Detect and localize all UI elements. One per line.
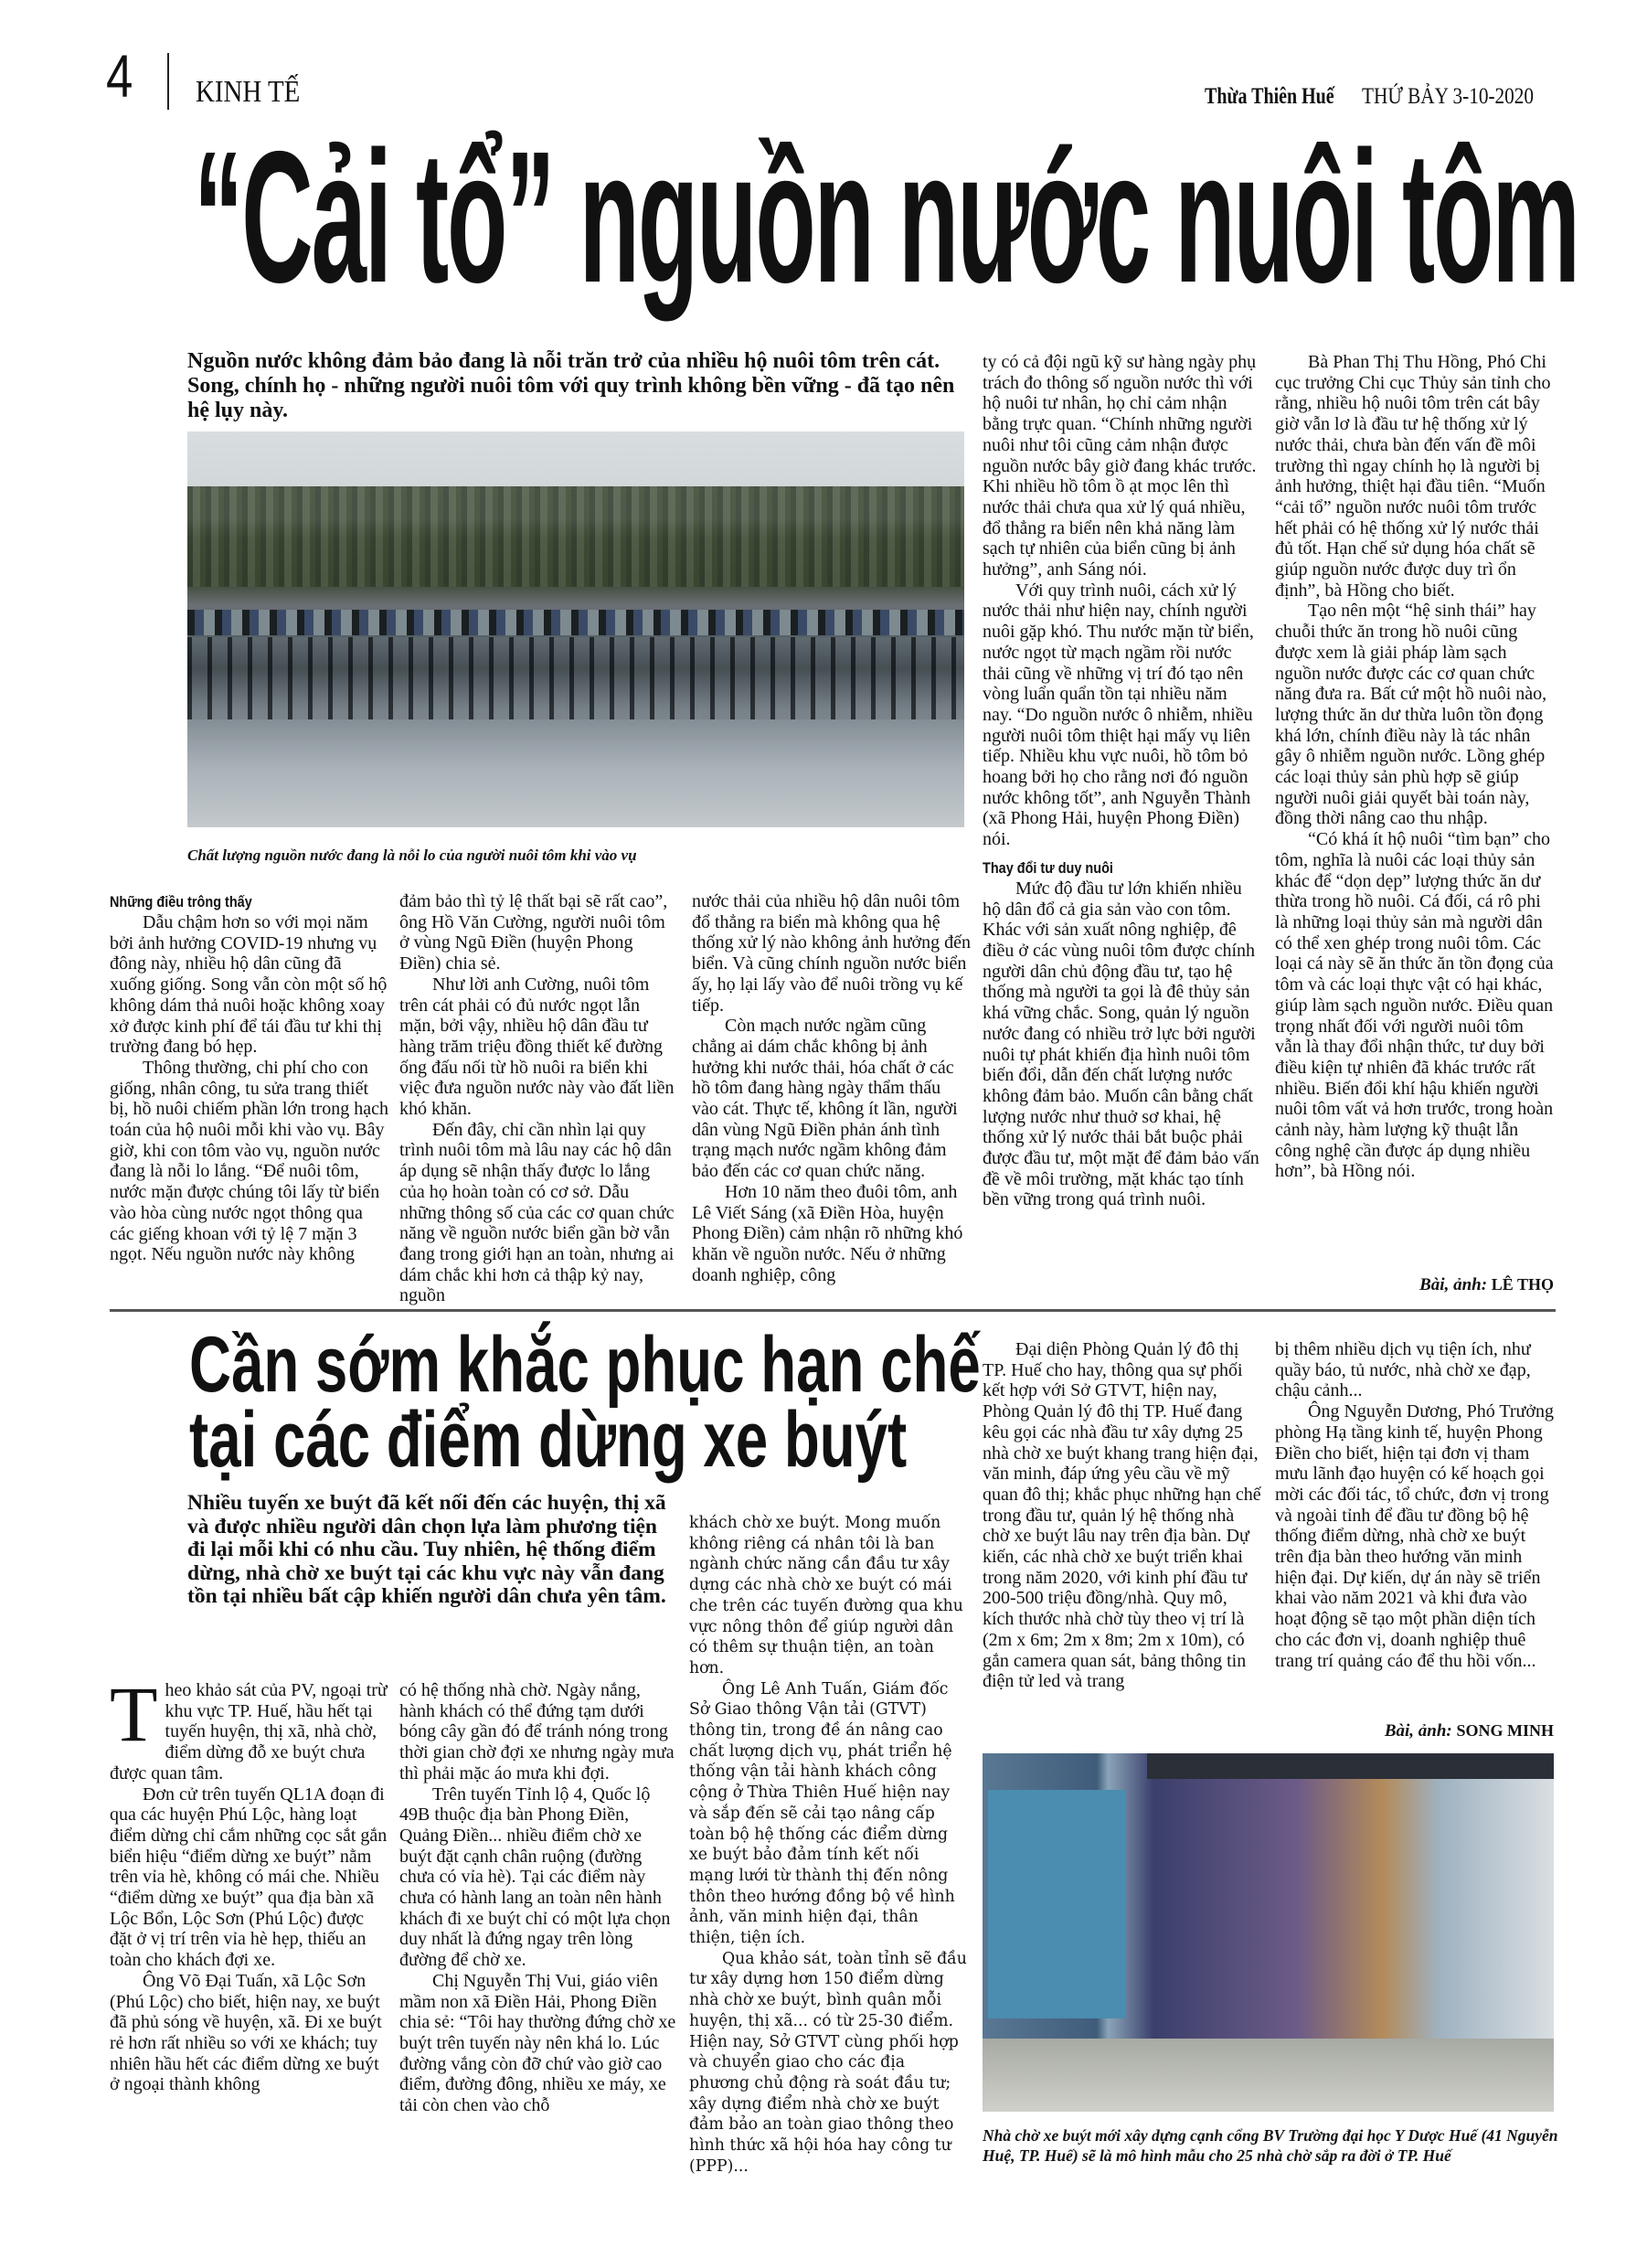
paragraph: Tạo nên một “hệ sinh thái” hay chuỗi thức ăn trong hồ nuôi cũng được xem là giải pháp làm sạch nguồn nước được các cơ quan chức năng đưa ra. Bất cứ một hồ nuôi nào, lượng thức ăn dư thừa luôn tồn đọng khá lớn, chính điều này là tác nhân gây ô nhiễm nguồn nước. Lồng ghép các loại thủy sản phù hợp sẽ giúp người nuôi giải quyết bài toán này, đồng thời nâng cao thu nhập. [1275, 601, 1547, 829]
page-number: 4 [106, 42, 133, 110]
newspaper-name: Thừa Thiên Huế [1205, 84, 1334, 109]
paragraph: có hệ thống nhà chờ. Ngày nắng, hành khách có thể đứng tạm dưới bóng cây gần đó để tránh nóng trong thời gian chờ đợi xe nhưng ngày mưa thì phải mặc áo mưa khi đợi. [399, 1680, 675, 1784]
paragraph-text: heo khảo sát của PV, ngoại trừ khu vực TP. Huế, hầu hết tại tuyến huyện, thị xã, nhà chờ, điểm dừng đỗ xe buýt chưa được quan tâm. [110, 1680, 388, 1784]
photo-trees [187, 486, 964, 587]
paragraph: Ông Võ Đại Tuấn, xã Lộc Sơn (Phú Lộc) cho biết, hiện nay, xe buýt đã phủ sóng về huyện, xã. Đi xe buýt rẻ hơn rất nhiều so với xe khách; tuy nhiên hầu hết các điểm dừng xe buýt ở ngoại thành không [110, 1970, 382, 2095]
article1-column-1 [110, 891, 388, 1265]
article2-column-3 [689, 1513, 968, 2177]
byline-author: SONG MINH [1456, 1721, 1554, 1740]
bus-shelter-photo [983, 1753, 1554, 2112]
article1-column-2 [399, 891, 678, 1306]
paragraph: Qua khảo sát, toàn tỉnh sẽ đầu tư xây dựng hơn 150 điểm dừng nhà chờ xe buýt, bình quân mỗi huyện, thị xã... có từ 25-30 điểm. Hiện nay, Sở GTVT cùng phối hợp và chuyển giao cho các địa phương chủ động rà soát đầu tư; xây dựng điểm nhà chờ xe buýt đảm bảo an toàn giao thông theo hình thức xã hội hóa hay công tư (PPP)... [689, 1949, 967, 2176]
photo-shelter-roof [1147, 1753, 1554, 1779]
paragraph: Ông Lê Anh Tuấn, Giám đốc Sở Giao thông Vận tải (GTVT) thông tin, trong đề án nâng cao chất lượng dịch vụ, phát triển hệ thống vận tải hành khách công cộng ở Thừa Thiên Huế hiện nay và sắp đến sẽ cải tạo nâng cấp toàn bộ hệ thống các điểm dừng xe buýt bảo đảm tính kết nối mạng lưới từ thành thị đến nông thôn theo hướng đồng bộ về hình ảnh, văn minh hiện đại, thân thiện, tiện ích. [689, 1679, 955, 1948]
article1-photo-caption: Chất lượng nguồn nước đang là nỗi lo của người nuôi tôm khi vào vụ [187, 847, 637, 864]
title-line: Cần sớm khắc phục hạn chế [189, 1321, 981, 1409]
paragraph: Với quy trình nuôi, cách xử lý nước thải như hiện nay, chính người nuôi gặp khó. Thu nước mặn từ biển, nước ngọt từ mạch ngầm rồi nước thải cũng về những vị trí đó tạo nên vòng luẩn quẩn tồn tại nhiều năm nay. “Do nguồn nước ô nhiễm, nhiều người nuôi tôm thiệt hại mấy vụ liên tiếp. Nhiều khu vực nuôi, hồ tôm bỏ hoang bởi họ cho rằng nơi đó nguồn nước không tốt”, anh Nguyễn Thành (xã Phong Hải, huyện Phong Điền) nói. [983, 580, 1254, 850]
paragraph: Chị Nguyễn Thị Vui, giáo viên mầm non xã Điền Hải, Phong Điền chia sẻ: “Tôi hay thường đứng chờ xe buýt trên tuyến này nên khá lo. Lúc đường vắng còn đỡ chứ vào giờ cao điểm, đường đông, nhiều xe máy, xe tải còn chen vào chỗ [399, 1970, 676, 2116]
article1-byline [1275, 1275, 1554, 1295]
byline-label: Bài, ảnh: [1384, 1721, 1452, 1741]
paragraph: Còn mạch nước ngầm cũng chẳng ai dám chắc không bị ảnh hưởng khi nước thải, hóa chất ở các hồ tôm đang hàng ngày thẩm thấu vào cát. Thực tế, không ít lần, người dân vùng Ngũ Điền phản ánh tình trạng mạch nước ngầm không đảm bảo đến các cơ quan chức năng. [692, 1016, 958, 1182]
paragraph: Mức độ đầu tư lớn khiến nhiều hộ dân đổ cả gia sản vào con tôm. Khác với sản xuất nông nghiệp, đê điều ở các vùng nuôi tôm được chính người dân chủ động đầu tư, tạo hệ thống mà người ta gọi là đê thủy sản khá vững chắc. Song, quản lý nguồn nước đang có nhiều trở lực bởi người nuôi tự phát khiến địa hình nuôi tôm biến đổi, dẫn đến chất lượng nước không đảm bảo. Muốn cân bằng chất lượng nước như thuở sơ khai, hệ thống xử lý nước thải bắt buộc phải được đầu tư, một mặt để đảm bảo vấn đề về môi trường, mặt khác tạo tính bền vững trong quá trình nuôi. [983, 878, 1259, 1210]
article2-title [189, 1321, 981, 1484]
photo-reflection [187, 637, 964, 719]
article1-lead: Nguồn nước không đảm bảo đang là nỗi trăn trở của nhiều hộ nuôi tôm trên cát. Song, chính họ - những người nuôi tôm với quy trình không bền vững - đã tạo nên hệ lụy này. [187, 349, 955, 422]
article2-byline [1275, 1721, 1554, 1741]
paragraph: Đơn cử trên tuyến QL1A đoạn đi qua các huyện Phú Lộc, hàng loạt điểm dừng chỉ cắm những cọc sắt gắn biển hiệu “điểm dừng xe buýt” nằm trên vỉa hè, không có mái che. Nhiều “điểm dừng xe buýt” qua địa bàn xã Lộc Bổn, Lộc Sơn (Phú Lộc) được đặt ở vị trí trên vỉa hè hẹp, thiếu an toàn cho khách đợi xe. [110, 1784, 388, 1971]
paragraph: Trên tuyến Tỉnh lộ 4, Quốc lộ 49B thuộc địa bàn Phong Điền, Quảng Điền... nhiều điểm chờ xe buýt đặt cạnh chân ruộng (đường chưa có vỉa hè). Tại các điểm này chưa có hành lang an toàn nên hành khách đi xe buýt chỉ có một lựa chọn duy nhất là đứng ngay trên lòng đường để chờ xe. [399, 1784, 671, 1971]
photo-sidewalk [983, 2039, 1554, 2112]
article1-column-4 [983, 352, 1261, 1210]
subheading: Thay đổi tư duy nuôi [983, 858, 1113, 877]
paragraph: bị thêm nhiều dịch vụ tiện ích, như quầy báo, tủ nước, nhà chờ xe đạp, chậu cảnh... [1275, 1339, 1531, 1401]
article2-column-2 [399, 1680, 678, 2116]
byline-author: LÊ THỌ [1491, 1275, 1554, 1294]
paragraph: đảm bảo thì tỷ lệ thất bại sẽ rất cao”, ông Hồ Văn Cường, người nuôi tôm ở vùng Ngũ Điền (huyện Phong Điền) chia sẻ. [399, 891, 668, 974]
paragraph [110, 1670, 388, 1784]
photo-aerators [187, 610, 964, 635]
article2-lead: Nhiều tuyến xe buýt đã kết nối đến các huyện, thị xã và được nhiều người dân chọn lựa làm phương tiện đi lại mỗi khi có nhu cầu. Tuy nhiên, hệ thống điểm dừng, nhà chờ xe buýt tại các khu vực này vẫn đang tồn tại nhiều bất cập khiến người dân chưa yên tâm. [187, 1491, 666, 1608]
article2-column-5 [1275, 1339, 1554, 1671]
paragraph: Như lời anh Cường, nuôi tôm trên cát phải có đủ nước ngọt lẫn mặn, bởi vậy, nhiều hộ dân đầu tư hàng trăm triệu đồng thiết kế đường ống đấu nối từ hồ nuôi ra biển khi việc đưa nguồn nước này vào đất liền khó khăn. [399, 974, 675, 1120]
article1-column-3 [692, 891, 971, 1285]
paragraph: Hơn 10 năm theo đuôi tôm, anh Lê Viết Sáng (xã Điền Hòa, huyện Phong Điền) cảm nhận rõ những khó khăn về nguồn nước. Nếu ở những doanh nghiệp, công [692, 1181, 963, 1285]
article2-column-1 [110, 1670, 388, 2095]
article2-photo-caption: Nhà chờ xe buýt mới xây dựng cạnh cổng BV Trường đại học Y Dược Huế (41 Nguyễn Huệ, TP. Huế) sẽ là mô hình mẫu cho 25 nhà chờ sắp ra đời ở TP. Huế [983, 2126, 1558, 2165]
paragraph: khách chờ xe buýt. Mong muốn không riêng cá nhân tôi là ban ngành chức năng cần đầu tư xây dựng các nhà chờ xe buýt có mái che trên các tuyến đường qua khu vực nông thôn để giúp người dân có thêm sự thuận tiện, an toàn hơn. [689, 1514, 963, 1677]
drop-cap: T [110, 1670, 158, 1758]
paragraph: Thông thường, chi phí cho con giống, nhân công, tu sửa trang thiết bị, hồ nuôi chiếm phần lớn trong hạch toán của hộ nuôi mỗi khi vào vụ. Bây giờ, khi con tôm vào vụ, nguồn nước đang là nỗi lo lắng. “Để nuôi tôm, nước mặn được chúng tôi lấy từ biển vào hòa cùng nước ngọt thông qua các giếng khoan với tỷ lệ 7 mặn 3 ngọt. Nếu nguồn nước này không [110, 1057, 388, 1265]
title-line: tại các điểm dừng xe buýt [189, 1396, 908, 1484]
shrimp-pond-photo [187, 431, 964, 827]
byline-label: Bài, ảnh: [1419, 1275, 1488, 1294]
paragraph: nước thải của nhiều hộ dân nuôi tôm đổ thẳng ra biển mà không qua hệ thống xử lý nào không ảnh hưởng đến biển. Và cũng chính nguồn nước biển ấy, họ lại lấy vào để nuôi trồng vụ kế tiếp. [692, 891, 971, 1016]
article-divider [110, 1309, 1556, 1312]
article2-column-4 [983, 1339, 1261, 1692]
header-divider [167, 53, 169, 110]
section-name: KINH TẾ [196, 75, 301, 109]
article1-title: “Cải tổ” nguồn nước nuôi tôm [194, 112, 1578, 322]
paragraph: Đại diện Phòng Quản lý đô thị TP. Huế cho hay, thông qua sự phối kết hợp với Sở GTVT, hiện nay, Phòng Quản lý đô thị TP. Huế đang kêu gọi các nhà đầu tư xây dựng 25 nhà chờ xe buýt khang trang hiện đại, văn minh, đáp ứng yêu cầu về mỹ quan đô thị; khắc phục những hạn chế trong đầu tư, quản lý hệ thống nhà chờ xe buýt lâu nay trên địa bàn. Dự kiến, các nhà chờ xe buýt triển khai trong năm 2020, với kinh phí đầu tư 200-500 triệu đồng/nhà. Quy mô, kích thước nhà chờ tùy theo vị trí là (2m x 6m; 2m x 8m; 2m x 10m), có gắn camera quan sát, bảng thông tin điện tử led và trang [983, 1339, 1261, 1692]
paragraph: Dẫu chậm hơn so với mọi năm bởi ảnh hưởng COVID-19 nhưng vụ đông này, nhiều hộ dân cũng đã xuống giống. Song vẫn còn một số hộ không dám thả nuôi hoặc không xoay xở được kinh phí để tái đầu tư khi thị trường đang bó hẹp. [110, 912, 388, 1058]
subheading: Những điều trông thấy [110, 893, 252, 910]
paragraph: Đến đây, chỉ cần nhìn lại quy trình nuôi tôm mà lâu nay các hộ dân áp dụng sẽ nhận thấy được lo lắng của họ hoàn toàn có cơ sở. Dẫu những thông số của các cơ quan chức năng về nguồn nước biển gần bờ vẫn đang trong giới hạn an toàn, nhưng ai dám chắc khi hơn cả thập kỷ nay, nguồn [399, 1119, 675, 1306]
paragraph: Ông Nguyễn Dương, Phó Trưởng phòng Hạ tầng kinh tế, huyện Phong Điền cho biết, hiện tại đơn vị tham mưu lãnh đạo huyện có kế hoạch gọi mời các đối tác, tổ chức, đơn vị trong và ngoài tỉnh để đầu tư đồng bộ hệ thống điểm dừng, nhà chờ xe buýt trên địa bàn theo hướng văn minh hiện đại. Dự kiến, dự án này sẽ triển khai vào năm 2021 và khi đưa vào hoạt động sẽ tạo một phần diện tích cho các đơn vị, doanh nghiệp thuê trang trí quảng cáo để thu hồi vốn... [1275, 1401, 1554, 1671]
paragraph: Bà Phan Thị Thu Hồng, Phó Chi cục trưởng Chi cục Thủy sản tỉnh cho rằng, nhiều hộ nuôi tôm trên cát bây giờ vẫn lơ là đầu tư hệ thống xử lý nước thải, chưa bàn đến vấn đề môi trường thì ngay chính họ là người bị ảnh hưởng, thiệt hại đầu tiên. “Muốn “cải tổ” nguồn nước nuôi tôm trước hết phải có hệ thống xử lý nước thải đủ tốt. Hạn chế sử dụng hóa chất sẽ giúp nguồn nước được duy trì ổn định”, bà Hồng cho biết. [1275, 352, 1551, 601]
issue-date: THỨ BẢY 3-10-2020 [1362, 84, 1535, 109]
paragraph: “Có khá ít hộ nuôi “tìm bạn” cho tôm, nghĩa là nuôi các loại thủy sản khác để “dọn dẹp” lượng thức ăn dư thừa trong hồ nuôi. Cá đối, cá rô phi là những loại thủy sản mà người dân có thể xen ghép trong nuôi tôm. Các loại cá này sẽ ăn thức ăn tồn đọng của tôm và các loại thực vật có hại khác, giúp làm sạch nguồn nước. Điều quan trọng nhất đối với người nuôi tôm vẫn là thay đổi nhận thức, tư duy bởi điều kiện tự nhiên đã khác trước rất nhiều. Biến đổi khí hậu khiến người nuôi tôm vất vả hơn trước, trong hoàn cảnh này, hàm lượng kỹ thuật lẫn công nghệ cần được áp dụng nhiều hơn”, bà Hồng nói. [1275, 829, 1554, 1182]
paragraph: ty có cả đội ngũ kỹ sư hàng ngày phụ trách đo thông số nguồn nước thì với hộ nuôi tư nhân, họ chỉ cảm nhận bằng trực quan. “Chính những người nuôi như tôi cũng cảm nhận được nguồn nước bây giờ đang khác trước. Khi nhiều hồ tôm ồ ạt mọc lên thì nước thải chưa qua xử lý quá nhiều, đổ thẳng ra biển nên khả năng làm sạch tự nhiên của biển cũng bị ảnh hưởng”, anh Sáng nói. [983, 352, 1257, 580]
photo-poster [988, 1790, 1125, 2018]
article1-column-5 [1275, 352, 1554, 1182]
